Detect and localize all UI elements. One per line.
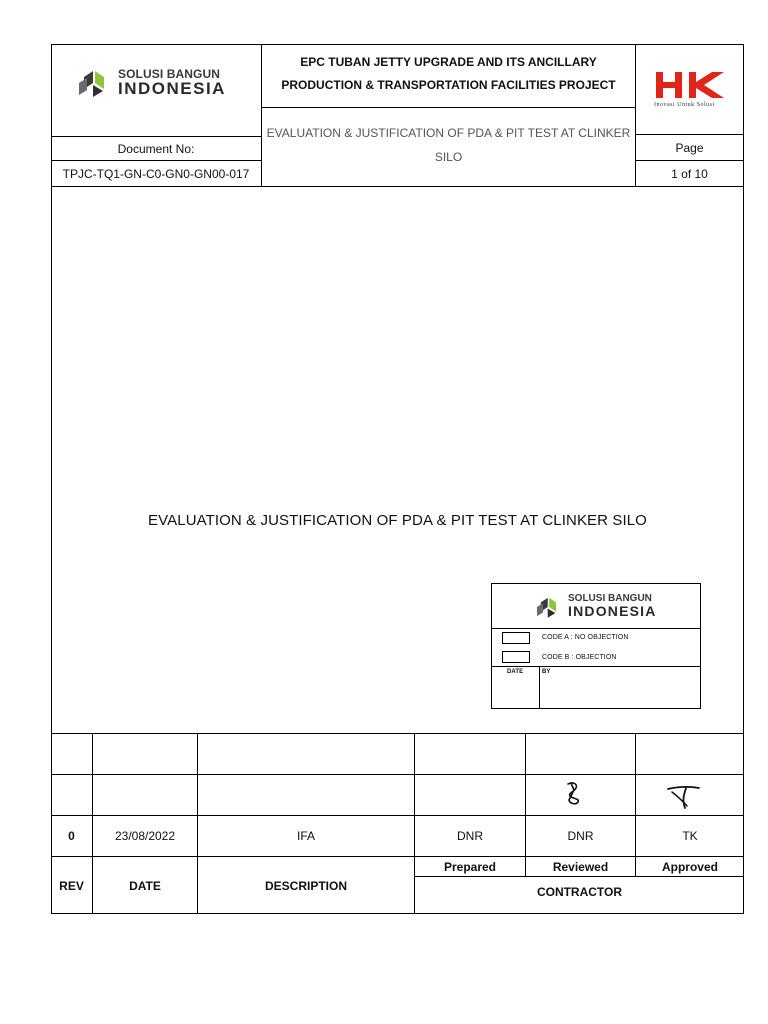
approval-stamp [491,583,701,709]
header-divider [261,107,635,108]
project-title-line2: PRODUCTION & TRANSPORTATION FACILITIES PROJECT [281,78,616,92]
contractor-header: CONTRACTOR [536,885,623,899]
company-logo [78,64,238,104]
contractor-logo [652,66,732,112]
company-logo-name-bottom: INDONESIA [118,79,226,98]
stamp-by-label: BY [542,669,551,675]
page-value: 1 of 10 [671,166,708,181]
header-divider [51,186,744,187]
rev-description: IFA [296,829,315,843]
prepared-header: Prepared [443,859,497,874]
reviewer-signature [562,780,588,808]
code-a-checkbox[interactable] [502,632,530,644]
code-b-label: CODE B : OBJECTION [542,654,617,661]
contractor-tagline: Inovasi Untuk Solusi [654,102,715,108]
rev-table-line [51,774,744,775]
rev-prepared: DNR [457,829,483,843]
rev-number: 0 [68,829,75,843]
rev-date: 23/08/2022 [114,829,176,843]
description-header: DESCRIPTION [264,878,347,893]
company-logo-name-top: SOLUSI BANGUN [118,67,220,81]
stamp-divider [492,628,700,629]
reviewed-header: Reviewed [552,859,609,874]
company-logo-mark [78,66,114,100]
stamp-logo-bottom: INDONESIA [568,603,657,619]
document-no-label: Document No: [117,141,195,156]
approver-signature [666,784,702,810]
page-label: Page [675,140,704,155]
main-title: EVALUATION & JUSTIFICATION OF PDA & PIT TEST AT CLINKER SILO [148,511,647,529]
code-b-checkbox[interactable] [502,651,530,663]
rev-reviewed: DNR [567,829,594,843]
stamp-logo-top: SOLUSI BANGUN [568,593,652,604]
rev-table-line [51,733,744,734]
doc-title-line1: EVALUATION & JUSTIFICATION OF PDA & PIT TEST AT CLINKER [266,126,631,140]
project-title-line1: EPC TUBAN JETTY UPGRADE AND ITS ANCILLARY [300,55,597,69]
approved-header: Approved [661,859,718,874]
doc-title-line2: SILO [434,150,463,164]
stamp-logo-mark [536,594,564,620]
rev-header: REV [59,878,84,893]
code-a-label: CODE A : NO OBJECTION [542,634,629,641]
stamp-divider [492,666,700,667]
stamp-divider [539,666,540,709]
hk-logo-mark [656,70,726,100]
stamp-date-label: DATE [507,669,524,675]
date-header: DATE [129,878,161,893]
rev-approved: TK [682,829,698,843]
document-no-value: TPJC-TQ1-GN-C0-GN0-GN00-017 [62,166,250,181]
